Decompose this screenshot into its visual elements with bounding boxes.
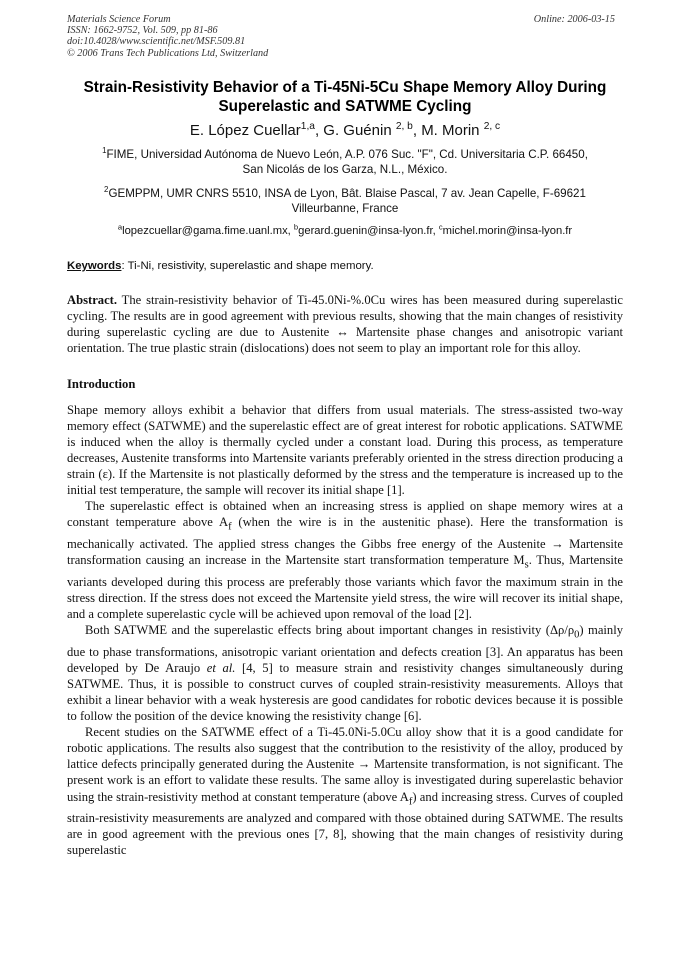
author-3-name: M. Morin <box>421 121 484 139</box>
author-2-name: G. Guénin <box>323 121 396 139</box>
email-c-mark: c <box>438 222 443 232</box>
paragraph-4 <box>67 724 623 858</box>
abstract-label: Abstract. <box>67 292 118 307</box>
paragraph-3-part-a: Both SATWME and the superelastic effects bring about important changes in resistivity (Δρ/ρ <box>85 623 575 638</box>
author-1-name: E. López Cuellar <box>189 121 301 139</box>
affiliation-2 <box>67 186 623 217</box>
paragraph-2-part-c: . Thus, Martensite variants developed during this process are preferably those variants which favor the maximum strain in the stress direction. If the stress does not exceed the Martensite yield stress, the wire will recover its initial shape, and a complete superelastic cycle will be achieved upon removal of the load [2]. <box>67 553 623 621</box>
affiliation-1-line-1: FIME, Universidad Autónoma de Nuevo León, A.P. 076 Suc. "F", Cd. Universitaria C.P. 66450, <box>106 147 588 161</box>
author-separator: , <box>314 121 324 139</box>
affiliation-2-line-1: GEMPPM, UMR CNRS 5510, INSA de Lyon, Bât. Blaise Pascal, 7 av. Jean Capelle, F-69621 <box>108 186 586 200</box>
author-emails <box>67 224 623 239</box>
keywords <box>67 259 623 274</box>
affiliation-2-line-2: Villeurbanne, France <box>291 202 399 216</box>
paragraph-2-part-a: The superelastic effect is obtained when an increasing stress is applied on shape memory wires at a constant temperature above A <box>67 499 623 530</box>
affiliation-1-line-2: San Nicolás de los Garza, N.L., México. <box>242 163 448 177</box>
et-al: et al. <box>206 660 236 675</box>
abstract-text: The strain-resistivity behavior of Ti-45.0Ni-%.0Cu wires has been measured during superelastic cycling. The results are in good agreement with previous results, showing that the main changes of resistivity during superelastic cycling are due to Austenite ↔ Martensite phase changes and anisotropic variant orientation. The true plastic strain (dislocations) does not seem to play an important role for this alloy. <box>67 292 623 355</box>
author-separator: , <box>412 121 422 139</box>
paper-title <box>67 78 623 116</box>
section-heading-introduction: Introduction <box>67 376 136 391</box>
paper-page <box>67 14 623 858</box>
paragraph-3-part-b: ) mainly due to phase transformations, anisotropic variant orientation and defects creation [3]. An apparatus has been developed by De Araujo <box>67 623 623 675</box>
paragraph-4-part-b: ) and increasing stress. Curves of coupled strain-resistivity measurements are analyzed and compared with those obtained during SATWME. The results are in good agreement with the previous ones [7, 8], showing that the main changes of resistivity during superelastic <box>67 789 623 858</box>
paragraph-3-part-c: [4, 5] to measure strain and resistivity changes simultaneously during SATWME. Thus, it is possible to construct curves of coupled strain-resistivity measurements. Alloys that exhibit a linear behavior with a weak hysteresis are good candidates for robotic devices because it is possible to follow the position of the device knowing the resistivity change [6]. <box>67 660 624 724</box>
email-a-mark: a <box>117 222 123 232</box>
email-b[interactable]: gerard.guenin@insa-lyon.fr, <box>298 224 439 237</box>
email-a[interactable]: lopezcuellar@gama.fime.uanl.mx, <box>122 224 294 237</box>
paper-title-line-1: Strain-Resistivity Behavior of a Ti-45Ni-5Cu Shape Memory Alloy During <box>83 78 607 96</box>
journal-name: Materials Science Forum <box>67 14 171 25</box>
subscript-rho0: 0 <box>574 629 580 641</box>
email-c[interactable]: michel.morin@insa-lyon.fr <box>442 224 573 237</box>
journal-header <box>67 14 623 59</box>
keywords-colon: : <box>121 259 125 272</box>
paragraph-2-part-b: (when the wire is in the austenitic phase). Here the transformation is mechanically activated. The applied stress changes the Gibbs free energy of the Austenite → Martensite transformation causing an increase in the Martensite start transformation temperature M <box>67 515 623 568</box>
abstract <box>67 292 623 356</box>
affiliation-2-mark: 2 <box>104 184 109 194</box>
paragraph-1: Shape memory alloys exhibit a behavior that differs from usual materials. The stress-assisted two-way memory effect (SATWME) and the superelastic effect are of great interest for robotic applications. SATWME is induced when the alloy is thermally cycled under a constant load. During this process, as temperature decreases, Austenite transforms into Martensite variants preferably oriented in the stress direction producing a strain (ε). If the Martensite is not plastically deformed by the stress and the temperature is increased up to the initial test temperature, the sample will recover its initial shape [1]. <box>67 402 623 498</box>
subscript-ms: s <box>524 559 529 571</box>
email-b-mark: b <box>293 222 299 232</box>
author-1-affil: 1,a <box>300 120 315 132</box>
online-date: Online: 2006-03-15 <box>533 14 615 25</box>
paper-title-line-2: Superelastic and SATWME Cycling <box>218 97 472 115</box>
affiliation-1-mark: 1 <box>102 145 107 155</box>
introduction-body <box>67 402 623 859</box>
journal-issn: ISSN: 1662-9752, Vol. 509, pp 81-86 <box>67 25 218 37</box>
paragraph-3 <box>67 622 623 724</box>
journal-doi: doi:10.4028/www.scientific.net/MSF.509.81 <box>67 36 246 48</box>
keywords-label: Keywords <box>67 259 122 272</box>
affiliation-1 <box>67 147 623 178</box>
keywords-text: Ti-Ni, resistivity, superelastic and shape memory. <box>124 259 374 272</box>
paragraph-4-part-a: Recent studies on the SATWME effect of a Ti-45.0Ni-5.0Cu alloy show that it is a good candidate for robotic applications. The results also suggest that the contribution to the resistivity of the alloy, produced by lattice defects principally generated during the Austenite → Martensite transformation, is not significant. The present work is an effort to validate these results. The same alloy is investigated during superelastic behavior using the strain-resistivity method at constant temperature (above A <box>67 725 623 804</box>
author-3-affil: 2, c <box>483 120 501 132</box>
subscript-af: f <box>228 521 232 533</box>
journal-copyright: © 2006 Trans Tech Publications Ltd, Switzerland <box>67 47 269 59</box>
author-list <box>67 121 623 140</box>
author-2-affil: 2, b <box>395 120 413 132</box>
subscript-af-2: f <box>408 796 413 808</box>
paragraph-2 <box>67 498 623 622</box>
